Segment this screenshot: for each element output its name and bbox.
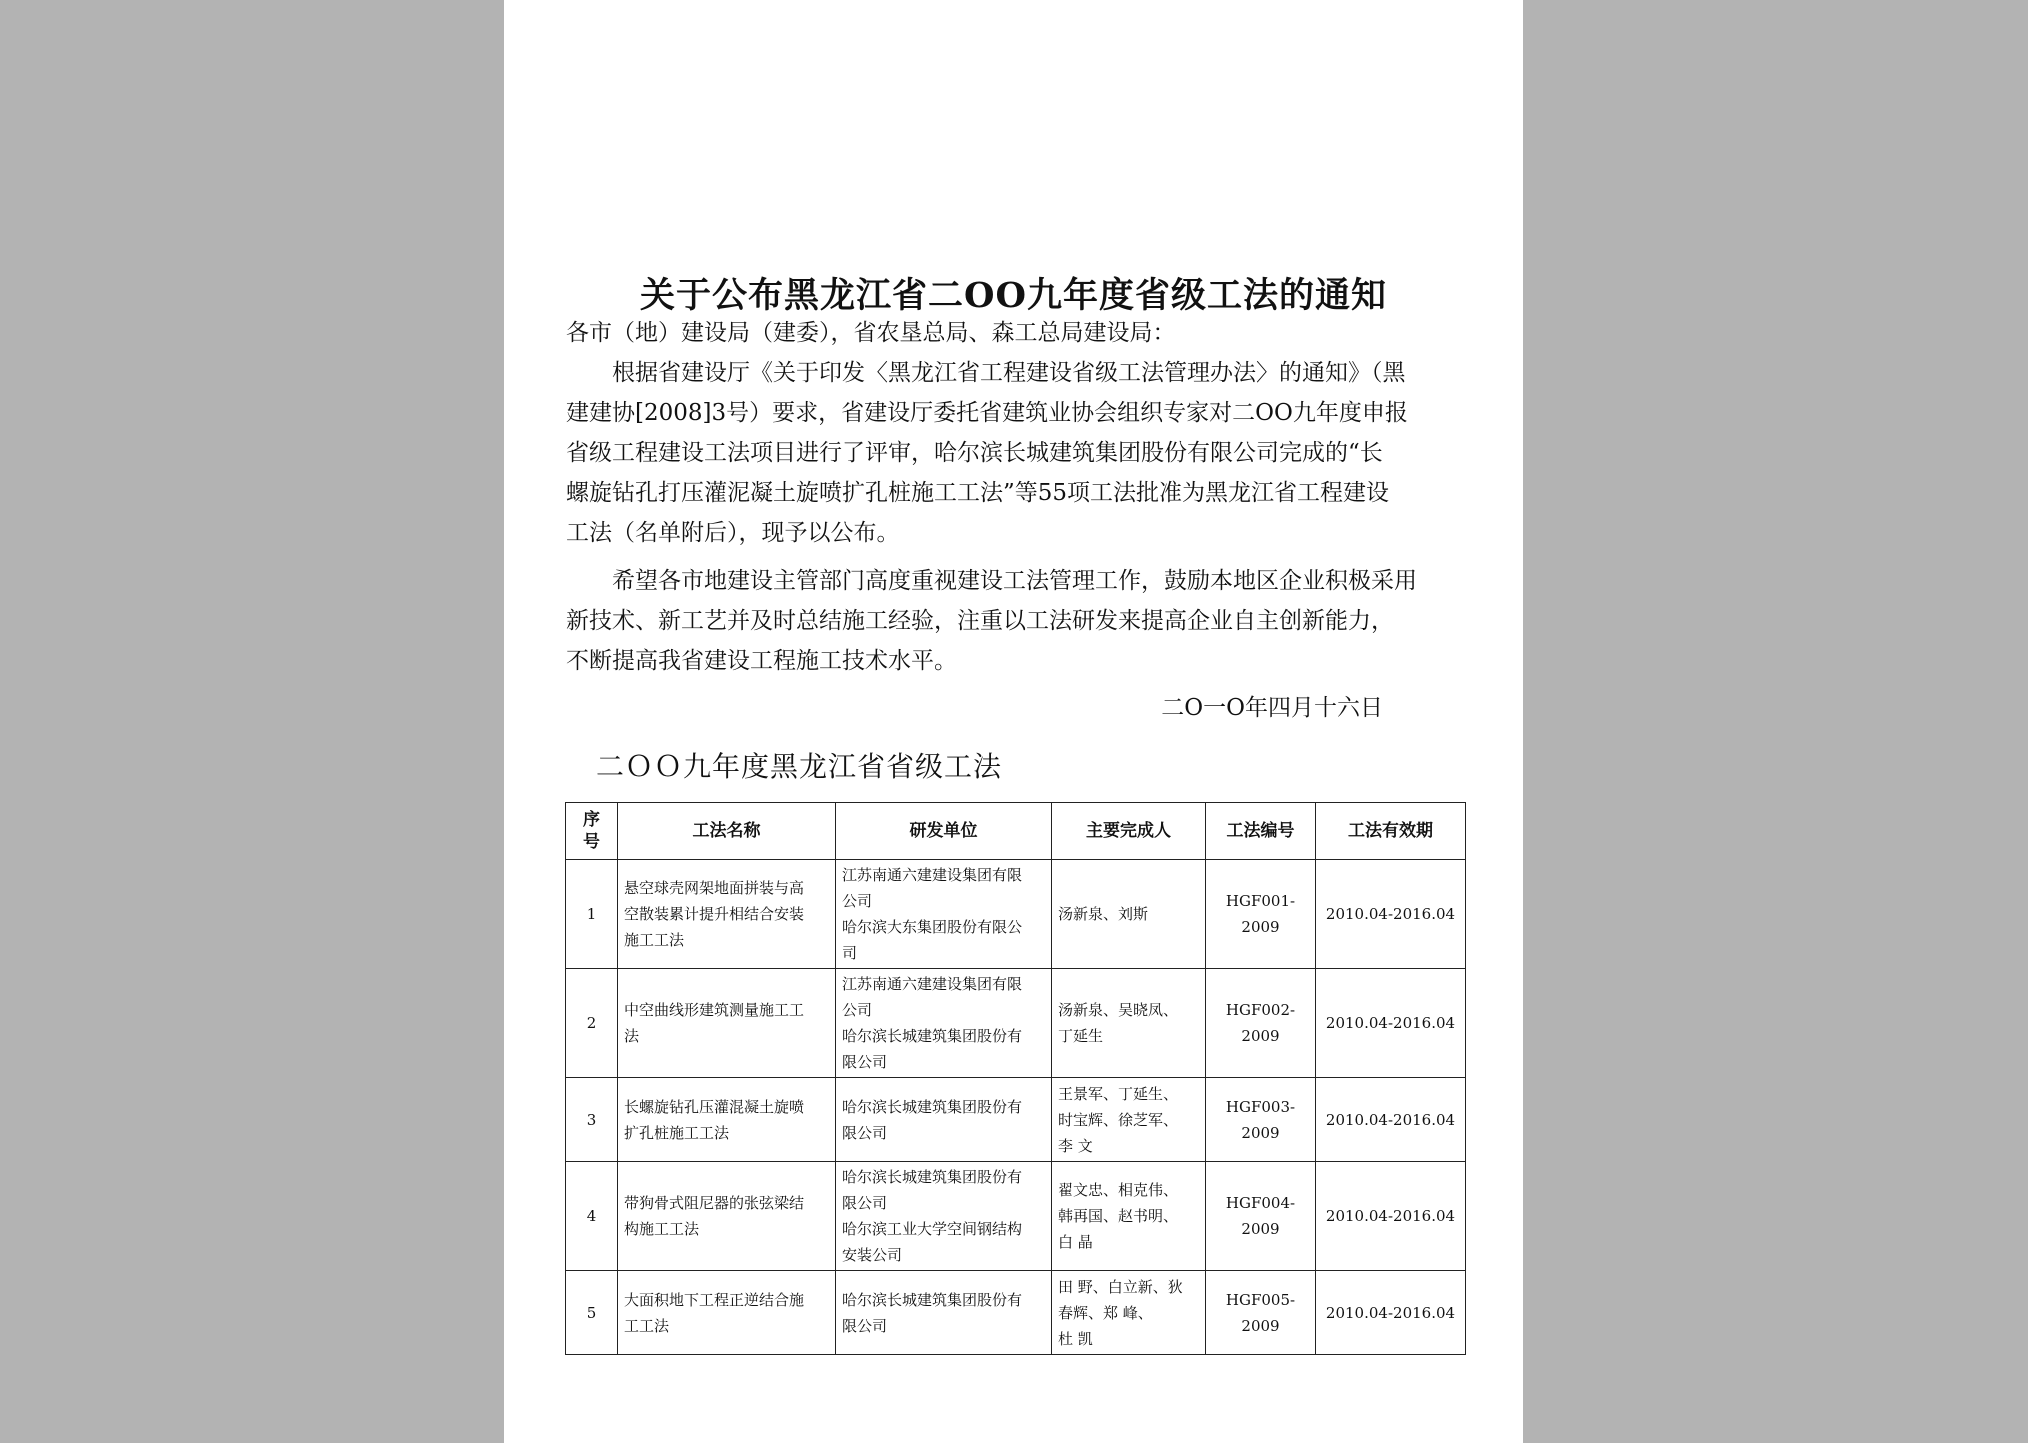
row-no: 1 (566, 860, 618, 969)
row-name (618, 969, 836, 1078)
row-name-line: 工工法 (624, 1316, 670, 1335)
table-row (566, 1162, 1466, 1271)
row-unit-line: 哈尔滨长城建筑集团股份有 (842, 1027, 1023, 1045)
row-name-line: 施工工法 (624, 931, 685, 949)
row-unit-line: 江苏南通六建建设集团有限 (842, 975, 1023, 993)
row-name-line: 中空曲线形建筑测量施工工 (624, 1001, 805, 1019)
addressee-line: 各市（地）建设局（建委），省农垦总局、森工总局建设局： (566, 320, 1176, 346)
row-unit (836, 1162, 1052, 1271)
row-unit-line: 安装公司 (842, 1246, 903, 1264)
row-name-line: 法 (624, 1027, 640, 1045)
row-unit-line: 哈尔滨工业大学空间钢结构 (842, 1220, 1023, 1238)
row-code: HGF004-2009 (1206, 1162, 1316, 1271)
row-unit-line: 哈尔滨长城建筑集团股份有 (842, 1097, 1023, 1116)
row-people-line: 时宝辉、徐芝军、 (1058, 1110, 1179, 1129)
row-unit-line: 限公司 (842, 1123, 888, 1142)
header-code: 工法编号 (1206, 803, 1316, 860)
row-people-line: 汤新泉、刘斯 (1058, 905, 1149, 923)
document-title: 关于公布黑龙江省二OO九年度省级工法的通知 (640, 275, 1387, 316)
row-name-line: 构施工工法 (624, 1220, 700, 1238)
document-date: 二O一O年四月十六日 (1161, 695, 1383, 721)
table-header-row (566, 803, 1466, 860)
row-people-line: 韩再国、赵书明、 (1058, 1207, 1179, 1225)
table-row (566, 1271, 1466, 1355)
body-line-2: 建建协[2008]3号）要求，省建设厅委托省建筑业协会组织专家对二OO九年度申报 (566, 400, 1408, 426)
row-unit-line: 限公司 (842, 1316, 888, 1335)
body-line-3: 省级工程建设工法项目进行了评审，哈尔滨长城建筑集团股份有限公司完成的“长 (566, 440, 1383, 466)
row-code: HGF002-2009 (1206, 969, 1316, 1078)
document-page (504, 0, 1523, 1443)
row-no: 3 (566, 1078, 618, 1162)
row-people (1052, 969, 1206, 1078)
row-people (1052, 1078, 1206, 1162)
row-name-line: 带狗骨式阻尼器的张弦梁结 (624, 1194, 805, 1212)
row-code: HGF003-2009 (1206, 1078, 1316, 1162)
method-table (565, 802, 1466, 1355)
row-people (1052, 860, 1206, 969)
row-name-line: 悬空球壳网架地面拼装与高 (624, 879, 805, 897)
row-period: 2010.04-2016.04 (1316, 1078, 1466, 1162)
header-no: 序 号 (566, 803, 618, 860)
row-code: HGF001-2009 (1206, 860, 1316, 969)
body-line-5: 工法（名单附后），现予以公布。 (566, 520, 900, 546)
row-people-line: 汤新泉、吴晓凤、 (1058, 1001, 1179, 1019)
row-people-line: 王景军、丁延生、 (1058, 1084, 1179, 1103)
row-name (618, 1271, 836, 1355)
row-people-line: 田 野、白立新、狄 (1058, 1277, 1183, 1296)
body-line-6: 希望各市地建设主管部门高度重视建设工法管理工作，鼓励本地区企业积极采用 (612, 568, 1417, 594)
table-title: 二ＯＯ九年度黑龙江省省级工法 (596, 750, 1003, 783)
row-name-line: 长螺旋钻孔压灌混凝土旋喷 (624, 1097, 805, 1116)
body-line-8: 不断提高我省建设工程施工技术水平。 (566, 648, 957, 674)
body-line-7: 新技术、新工艺并及时总结施工经验，注重以工法研发来提高企业自主创新能力， (566, 608, 1394, 634)
row-people-line: 丁延生 (1058, 1027, 1104, 1045)
table-row (566, 969, 1466, 1078)
body-line-4: 螺旋钻孔打压灌泥凝土旋喷扩孔桩施工工法”等55项工法批准为黑龙江省工程建设 (566, 480, 1390, 506)
row-name (618, 1078, 836, 1162)
row-code: HGF005-2009 (1206, 1271, 1316, 1355)
row-period: 2010.04-2016.04 (1316, 969, 1466, 1078)
row-unit-line: 哈尔滨长城建筑集团股份有 (842, 1290, 1023, 1309)
row-unit-line: 公司 (842, 1001, 873, 1019)
row-unit-line: 限公司 (842, 1053, 888, 1071)
table-row (566, 1078, 1466, 1162)
row-people-line: 杜 凯 (1058, 1329, 1093, 1348)
table-row (566, 860, 1466, 969)
row-unit (836, 969, 1052, 1078)
row-no: 5 (566, 1271, 618, 1355)
row-unit-line: 江苏南通六建建设集团有限 (842, 866, 1023, 884)
row-unit-line: 司 (842, 944, 858, 962)
row-unit-line: 哈尔滨大东集团股份有限公 (842, 918, 1023, 936)
row-people-line: 翟文忠、相克伟、 (1058, 1181, 1179, 1199)
row-period: 2010.04-2016.04 (1316, 1271, 1466, 1355)
row-name-line: 扩孔桩施工工法 (624, 1123, 730, 1142)
row-unit-line: 公司 (842, 892, 873, 910)
row-people-line: 春辉、郑 峰、 (1058, 1303, 1153, 1322)
row-name (618, 1162, 836, 1271)
body-line-1: 根据省建设厅《关于印发〈黑龙江省工程建设省级工法管理办法〉的通知》（黑 (612, 360, 1406, 386)
row-unit-line: 限公司 (842, 1194, 888, 1212)
row-people (1052, 1271, 1206, 1355)
row-name-line: 空散装累计提升相结合安装 (624, 905, 805, 923)
header-unit: 研发单位 (836, 803, 1052, 860)
header-name: 工法名称 (618, 803, 836, 860)
header-people: 主要完成人 (1052, 803, 1206, 860)
row-unit (836, 1078, 1052, 1162)
header-period: 工法有效期 (1316, 803, 1466, 860)
row-period: 2010.04-2016.04 (1316, 860, 1466, 969)
row-unit (836, 1271, 1052, 1355)
row-people-line: 李 文 (1058, 1136, 1093, 1155)
row-unit-line: 哈尔滨长城建筑集团股份有 (842, 1168, 1023, 1186)
row-people-line: 白 晶 (1058, 1233, 1093, 1251)
row-name (618, 860, 836, 969)
row-no: 4 (566, 1162, 618, 1271)
row-name-line: 大面积地下工程正逆结合施 (624, 1290, 805, 1309)
row-people (1052, 1162, 1206, 1271)
row-period: 2010.04-2016.04 (1316, 1162, 1466, 1271)
row-no: 2 (566, 969, 618, 1078)
row-unit (836, 860, 1052, 969)
